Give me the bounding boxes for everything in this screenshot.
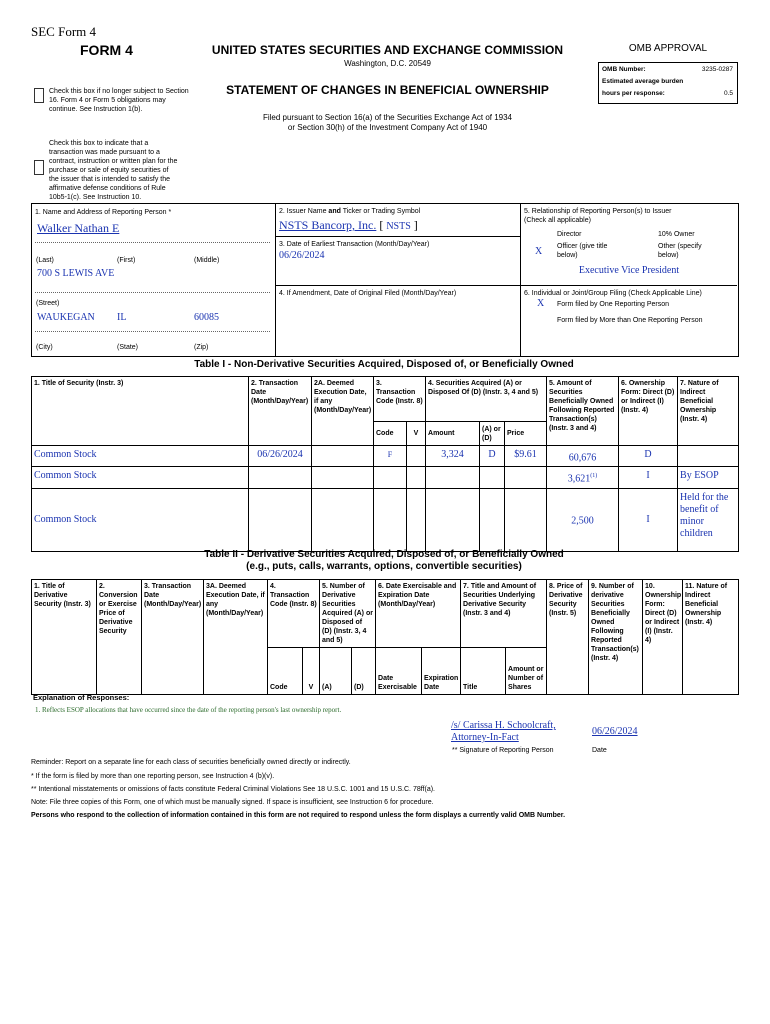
t1-h2: 2. Transaction Date (Month/Day/Year) xyxy=(249,377,312,446)
middle-label: (Middle) xyxy=(194,257,220,264)
t1-r3-code xyxy=(374,488,407,551)
t1-ad: (A) or (D) xyxy=(480,422,505,446)
director-label: Director xyxy=(557,231,582,238)
t2-h2: 2. Conversion or Exercise Price of Derivative Security xyxy=(97,580,142,695)
first-label: (First) xyxy=(117,257,136,264)
table-row xyxy=(32,446,739,467)
t2-code: Code xyxy=(268,648,303,695)
zip-label: (Zip) xyxy=(194,344,209,351)
omb-number-label: OMB Number: xyxy=(602,66,646,73)
relationship-label: 5. Relationship of Reporting Person(s) to Issuer xyxy=(524,208,672,215)
t1-r1-v xyxy=(407,446,426,467)
reporting-person-label: 1. Name and Address of Reporting Person * xyxy=(35,209,172,216)
table-row xyxy=(32,488,739,551)
t1-r3-nature: Held for the benefit of minor children xyxy=(678,488,739,551)
t1-r3-form: I xyxy=(619,488,678,551)
t1-h2a: 2A. Deemed Execution Date, if any (Month/Day/Year) xyxy=(312,377,374,446)
t1-r2-form: I xyxy=(619,467,678,488)
t2-h1: 1. Title of Derivative Security (Instr. 3) xyxy=(32,580,97,695)
t1-h4: 4. Securities Acquired (A) or Disposed Of (D) (Instr. 3, 4 and 5) xyxy=(426,377,547,422)
t1-code: Code xyxy=(374,422,407,446)
t1-r1-amount: 3,324 xyxy=(426,446,480,467)
t1-r1-form: D xyxy=(619,446,678,467)
note-copies: Note: File three copies of this Form, one of which must be manually signed. If space is insufficient, see Instruction 6 for procedure. xyxy=(31,799,434,806)
date-label: Date xyxy=(592,747,607,754)
t1-r2-date xyxy=(249,467,312,488)
city-value: WAUKEGAN xyxy=(37,312,95,323)
footnote-1: 1. Reflects ESOP allocations that have occurred since the date of the reporting person's last ownership report. xyxy=(35,706,342,714)
t1-r2-amount xyxy=(426,467,480,488)
t2-title: Title xyxy=(461,648,506,695)
omb-approval-title: OMB APPROVAL xyxy=(628,43,708,54)
filed-pursuant-2: or Section 30(h) of the Investment Company Act of 1940 xyxy=(287,123,488,132)
street-address: 700 S LEWIS AVE xyxy=(37,268,115,279)
t1-r2-v xyxy=(407,467,426,488)
t2-h8: 8. Price of Derivative Security (Instr. 5) xyxy=(547,580,589,695)
officer-label: Officer (give title below) xyxy=(557,243,608,259)
table2 xyxy=(31,579,739,695)
amendment-label: 4. If Amendment, Date of Original Filed (Month/Day/Year) xyxy=(279,290,457,297)
statement-title: STATEMENT OF CHANGES IN BENEFICIAL OWNERSHIP xyxy=(226,83,549,97)
omb-hours: 0.5 xyxy=(723,90,733,97)
omb-burden-label: Estimated average burden xyxy=(602,78,684,85)
earliest-date: 06/26/2024 xyxy=(279,250,325,261)
t1-r3-deemed xyxy=(312,488,374,551)
commission-name: UNITED STATES SECURITIES AND EXCHANGE COMMISSION xyxy=(211,43,564,57)
table2-title: Table II - Derivative Securities Acquired, Disposed of, or Beneficially Owned xyxy=(204,549,564,560)
t1-r3-ad xyxy=(480,488,505,551)
signature-label: ** Signature of Reporting Person xyxy=(452,747,554,754)
filed-pursuant-1: Filed pursuant to Section 16(a) of the Securities Exchange Act of 1934 xyxy=(262,113,513,122)
persons-note: Persons who respond to the collection of information contained in this form are not required to respond unless the form displays a currently valid OMB Number. xyxy=(31,812,566,819)
t1-r1-price: $9.61 xyxy=(505,446,547,467)
footnote-star1: * If the form is filed by more than one reporting person, see Instruction 4 (b)(v). xyxy=(31,773,275,780)
reminder: Reminder: Report on a separate line for each class of securities beneficially owned directly or indirectly. xyxy=(31,759,351,766)
filing-label: 6. Individual or Joint/Group Filing (Check Applicable Line) xyxy=(524,290,702,297)
t1-r2-price xyxy=(505,467,547,488)
omb-number: 3235-0287 xyxy=(701,66,733,73)
t1-r3-price xyxy=(505,488,547,551)
t1-h1: 1. Title of Security (Instr. 3) xyxy=(32,377,249,446)
t2-h7: 7. Title and Amount of Securities Underlying Derivative Security (Instr. 3 and 4) xyxy=(461,580,547,648)
state-value: IL xyxy=(117,312,127,323)
t1-r1-ad: D xyxy=(480,446,505,467)
t2-h5: 5. Number of Derivative Securities Acquired (A) or Disposed of (D) (Instr. 3, 4 and 5) xyxy=(320,580,376,648)
t2-expiration: Expiration Date xyxy=(422,648,461,695)
t1-v: V xyxy=(407,422,426,446)
one-person-mark[interactable]: X xyxy=(537,298,545,309)
issuer-label: 2. Issuer Name and Ticker or Trading Symbol xyxy=(279,208,421,215)
commission-city: Washington, D.C. 20549 xyxy=(344,59,431,68)
rule-10b5-text: Check this box to indicate that a transaction was made pursuant to a contract, instruction or written plan for the purchase or sale of equity securities of the issuer that is intended to satisfy the affirmative defense conditions of Rule 10b5-1(c). See Instruction 10. xyxy=(49,140,178,201)
signature: /s/ Carissa H. Schoolcraft, Attorney-In-Fact xyxy=(451,720,556,743)
t1-r2-ad xyxy=(480,467,505,488)
other-label: Other (specify below) xyxy=(658,243,702,259)
zip-value: 60085 xyxy=(194,312,219,323)
signature-date: 06/26/2024 xyxy=(592,726,638,737)
t1-amount: Amount xyxy=(426,422,480,446)
t1-r2-nature: By ESOP xyxy=(678,467,739,488)
issuer-ticker: NSTS xyxy=(386,221,411,232)
officer-title: Executive Vice President xyxy=(578,265,680,276)
t1-h6: 6. Ownership Form: Direct (D) or Indirect (I) (Instr. 4) xyxy=(619,377,678,446)
table-row xyxy=(32,467,739,488)
issuer-name[interactable]: NSTS Bancorp, Inc. xyxy=(279,218,377,232)
form-title: FORM 4 xyxy=(80,42,133,58)
t2-amount-shares: Amount or Number of Shares xyxy=(506,648,547,695)
t1-r1-date: 06/26/2024 xyxy=(249,446,312,467)
t2-h6: 6. Date Exercisable and Expiration Date (Month/Day/Year) xyxy=(376,580,461,648)
rule-10b5-checkbox[interactable] xyxy=(34,160,44,175)
t1-r2-deemed xyxy=(312,467,374,488)
t1-r2-owned: 3,621$^{(1)}$ xyxy=(547,467,619,488)
t1-r1-title: Common Stock xyxy=(32,446,249,467)
street-label: (Street) xyxy=(36,300,60,307)
t1-r1-code: F xyxy=(374,446,407,467)
table2-subtitle: (e.g., puts, calls, warrants, options, convertible securities) xyxy=(246,561,522,572)
reporting-person-name[interactable]: Walker Nathan E xyxy=(37,221,120,235)
t1-h7: 7. Nature of Indirect Beneficial Ownership (Instr. 4) xyxy=(678,377,739,446)
t1-r3-amount xyxy=(426,488,480,551)
more-person-label: Form filed by More than One Reporting Person xyxy=(557,317,703,324)
t2-a: (A) xyxy=(320,648,352,695)
table1-title: Table I - Non-Derivative Securities Acquired, Disposed of, or Beneficially Owned xyxy=(194,359,574,370)
t2-h11: 11. Nature of Indirect Beneficial Ownership (Instr. 4) xyxy=(683,580,739,695)
last-label: (Last) xyxy=(36,257,54,264)
table1 xyxy=(31,376,739,552)
t1-r1-nature xyxy=(678,446,739,467)
t1-r3-date xyxy=(249,488,312,551)
officer-mark[interactable]: X xyxy=(535,246,543,257)
t2-v: V xyxy=(303,648,320,695)
state-label: (State) xyxy=(117,344,139,351)
sec-form-label: SEC Form 4 xyxy=(31,24,97,39)
t1-r1-owned: 60,676 xyxy=(547,446,619,467)
t1-r1-deemed xyxy=(312,446,374,467)
city-label: (City) xyxy=(36,344,53,351)
no-longer-subject-text: Check this box if no longer subject to Section 16. Form 4 or Form 5 obligations may continue. See Instruction 1(b). xyxy=(49,88,189,113)
t1-h5: 5. Amount of Securities Beneficially Owned Following Reported Transaction(s) (Instr. 3 and 4) xyxy=(547,377,619,446)
issuer-name-ticker: NSTS Bancorp, Inc. [ NSTS ] xyxy=(279,218,418,232)
footnote-star2: ** Intentional misstatements or omissions of facts constitute Federal Criminal Violations See 18 U.S.C. 1001 and 15 U.S.C. 78ff(a). xyxy=(31,786,435,793)
t1-r3-v xyxy=(407,488,426,551)
no-longer-subject-checkbox[interactable] xyxy=(34,88,44,103)
t2-h9: 9. Number of derivative Securities Beneficially Owned Following Reported Transaction(s) (Instr. 4) xyxy=(589,580,643,695)
t1-h3: 3. Transaction Code (Instr. 8) xyxy=(374,377,426,422)
relationship-sub: (Check all applicable) xyxy=(524,217,591,224)
omb-box xyxy=(598,62,738,104)
one-person-label: Form filed by One Reporting Person xyxy=(557,301,670,308)
t2-h4: 4. Transaction Code (Instr. 8) xyxy=(268,580,320,648)
earliest-date-label: 3. Date of Earliest Transaction (Month/Day/Year) xyxy=(279,241,430,248)
explanation-label: Explanation of Responses: xyxy=(33,693,130,702)
t1-price: Price xyxy=(505,422,547,446)
t1-r2-title: Common Stock xyxy=(32,467,249,488)
t1-r3-title: Common Stock xyxy=(32,488,249,551)
omb-hours-label: hours per response: xyxy=(602,90,665,97)
t1-r3-owned: 2,500 xyxy=(547,488,619,551)
t2-h3: 3. Transaction Date (Month/Day/Year) xyxy=(142,580,204,695)
ten-pct-owner-label: 10% Owner xyxy=(658,231,695,238)
t2-d: (D) xyxy=(352,648,376,695)
t2-date-exercisable: Date Exercisable xyxy=(376,648,422,695)
t2-h10: 10. Ownership Form: Direct (D) or Indirect (I) (Instr. 4) xyxy=(643,580,683,695)
t1-r2-code xyxy=(374,467,407,488)
t2-h3a: 3A. Deemed Execution Date, if any (Month/Day/Year) xyxy=(204,580,268,695)
